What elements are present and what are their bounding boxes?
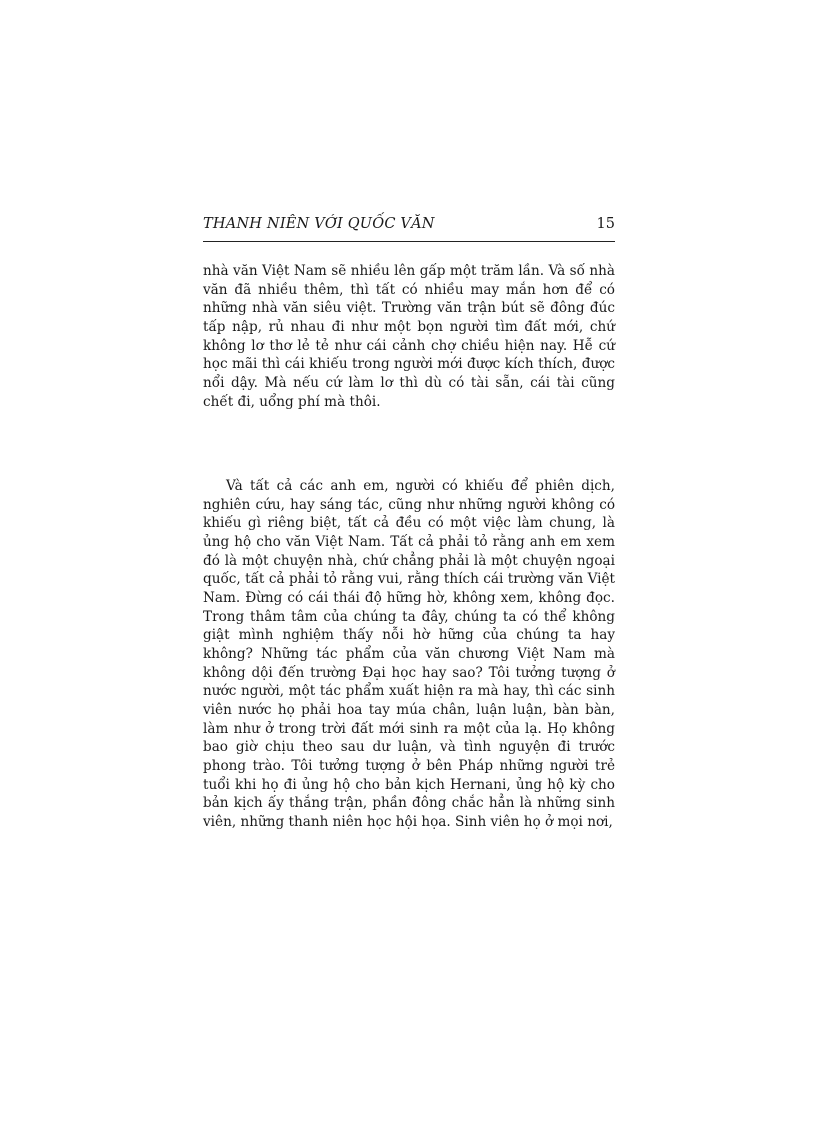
- header-divider: [203, 241, 615, 242]
- page-number: 15: [596, 216, 615, 232]
- running-header: [203, 216, 615, 238]
- body-paragraph-1: nhà văn Việt Nam sẽ nhiều lên gấp một trăm lần. Và số nhà văn đã nhiều thêm, thì tất có nhiều may mắn hơn để có những nhà văn siêu việt. Trường văn trận bút sẽ đông đúc tấp nập, rủ nhau đi như một bọn người tìm đất mới, chứ không lơ thơ lẻ tẻ như cái cảnh chợ chiều hiện nay. Hễ cứ học mãi thì cái khiếu trong người mới được kích thích, được nổi dậy. Mà nếu cứ làm lơ thì dù có tài sẵn, cái tài cũng chết đi, uổng phí mà thôi.: [203, 263, 615, 410]
- body-paragraph-2: Và tất cả các anh em, người có khiếu để phiên dịch, nghiên cứu, hay sáng tác, cũng như những người không có khiếu gì riêng biệt, tất cả đều có một việc làm chung, là ủng hộ cho văn Việt Nam. Tất cả phải tỏ rằng anh em xem đó là một chuyện nhà, chứ chẳng phải là một chuyện ngoại quốc, tất cả phải tỏ rằng vui, rằng thích cái trường văn Việt Nam. Đừng có cái thái độ hững hờ, không xem, không đọc. Trong thâm tâm của chúng ta đây, chúng ta có thể không giật mình nghiệm thấy nỗi hờ hững của chúng ta hay không? Những tác phẩm của văn chương Việt Nam mà không dội đến trường Đại học hay sao? Tôi tưởng tượng ở nước người, một tác phẩm xuất hiện ra mà hay, thì các sinh viên nước họ phải hoa tay múa chân, luận luận, bàn bàn, làm như ở trong trời đất mới sinh ra một của lạ. Họ không bao giờ chịu theo sau dư luận, và tình nguyện đi trước phong trào. Tôi tưởng tượng ở bên Pháp những người trẻ tuổi khi họ đi ủng hộ cho bản kịch Hernani, ủng hộ kỳ cho bản kịch ấy thắng trận, phần đông chắc hẳn là những sinh viên, những thanh niên học hội họa. Sinh viên họ ở mọi nơi,: [203, 478, 615, 830]
- chapter-title: THANH NIÊN VỚI QUỐC VĂN: [203, 216, 435, 232]
